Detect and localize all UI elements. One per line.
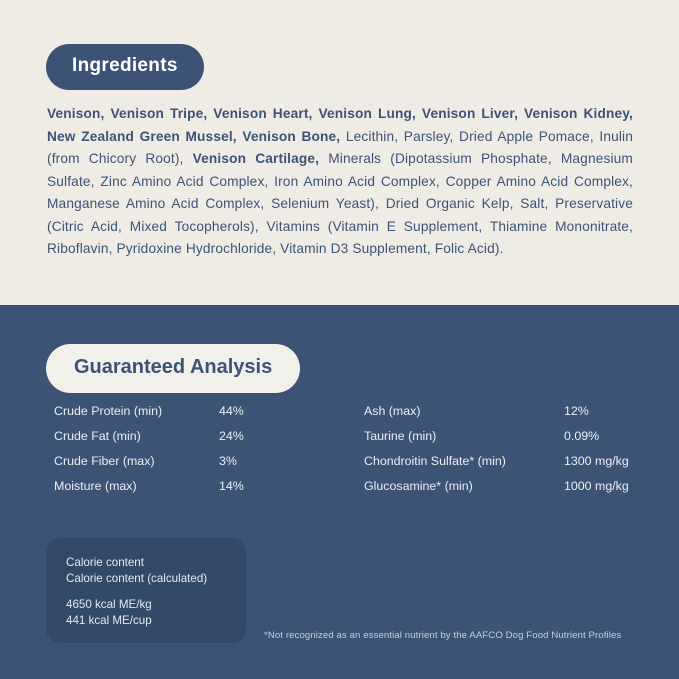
ga-label: Taurine (min) (364, 429, 437, 443)
ga-value: 14% (219, 479, 244, 493)
calorie-value-per-cup: 441 kcal ME/cup (66, 613, 152, 627)
table-row (364, 429, 634, 454)
table-row (54, 404, 324, 429)
ingredients-segment-2: Lecithin, Parsley, Dried Apple Pomace, Inulin (from Chicory Root), (47, 128, 633, 166)
ga-value: 1300 mg/kg (564, 454, 629, 468)
ingredients-segment-4: Minerals (Dipotassium Phosphate, Magnesium Sulfate, Zinc Amino Acid Complex, Iron Amino Acid Complex, Copper Amino Acid Complex, Manganese Amino Acid Complex, Selenium Yeast), Dried Organic Kelp, Salt, Preservative (Citric Acid, Mixed Tocopherols), Vitamins (Vitamin E Supplement, Thiamine Mononitrate, Riboflavin, Pyridoxine Hydrochloride, Vitamin D3 Supplement, Folic Acid). (47, 151, 633, 256)
ga-value: 1000 mg/kg (564, 479, 629, 493)
calorie-content-calculated-label: Calorie content (calculated) (66, 571, 208, 585)
decorative-swoosh-icon (384, 620, 679, 679)
ga-label: Ash (max) (364, 404, 421, 418)
table-row (54, 454, 324, 479)
ingredients-segment-3 (193, 151, 320, 166)
ga-label: Glucosamine* (min) (364, 479, 473, 493)
guaranteed-analysis-panel (0, 305, 679, 679)
calorie-content-box (46, 538, 246, 643)
ga-column-left (54, 404, 324, 504)
ga-column-right (364, 404, 634, 504)
calorie-content-label: Calorie content (66, 556, 144, 569)
ingredients-panel (0, 0, 679, 305)
ingredients-text (47, 103, 633, 261)
calorie-value-per-kg: 4650 kcal ME/kg (66, 598, 152, 611)
ingredients-heading: Ingredients (46, 44, 204, 90)
table-row (364, 404, 634, 429)
table-row (364, 479, 634, 504)
ga-label: Crude Fat (min) (54, 429, 141, 443)
ga-value: 12% (564, 404, 589, 418)
ingredients-segment-3-bold: Venison Cartilage, (192, 151, 320, 166)
ga-value: 0.09% (564, 429, 600, 443)
ga-value: 3% (219, 454, 237, 468)
calorie-box-spacer (66, 586, 226, 597)
ingredients-segment-1-bold: Venison, Venison Tripe, Venison Heart, Venison Lung, Venison Liver, Venison Kidney, New Zealand Green Mussel, Venison Bone, (47, 106, 633, 144)
table-row (54, 429, 324, 454)
ga-label: Moisture (max) (54, 479, 137, 493)
footnote: *Not recognized as an essential nutrient by the AAFCO Dog Food Nutrient Profiles (264, 630, 622, 641)
guaranteed-analysis-heading: Guaranteed Analysis (46, 344, 300, 393)
ga-value: 24% (219, 429, 244, 443)
ga-label: Chondroitin Sulfate* (min) (364, 454, 506, 468)
table-row (54, 479, 324, 504)
ga-label: Crude Fiber (max) (54, 454, 155, 468)
guaranteed-analysis-table (54, 404, 634, 504)
table-row (364, 454, 634, 479)
ga-label: Crude Protein (min) (54, 404, 163, 418)
ga-value: 44% (219, 404, 244, 418)
